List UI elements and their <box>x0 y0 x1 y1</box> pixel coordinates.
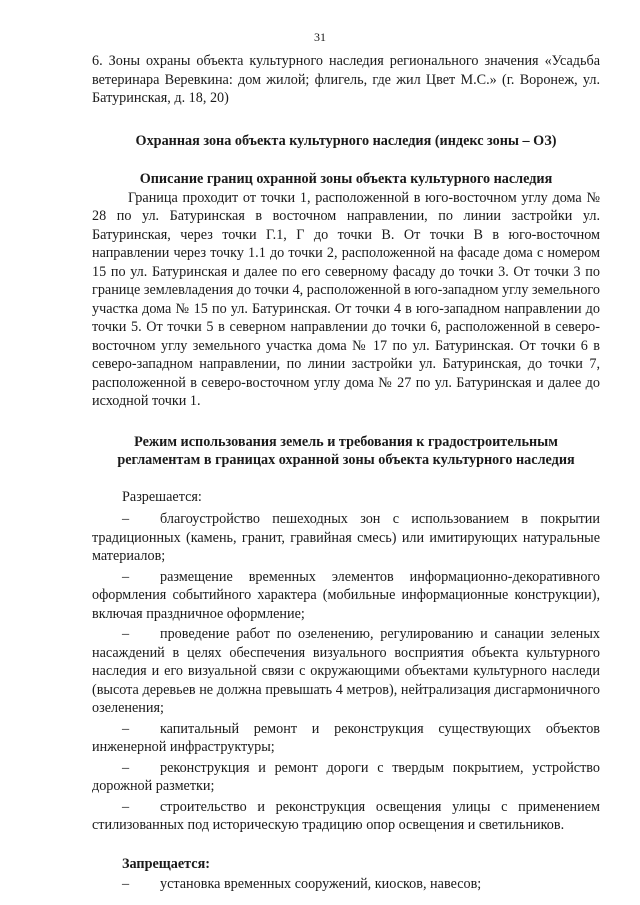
list-item-text: проведение работ по озеленению, регулированию и санации зеленых насаждений в целях обеспечения визуального восприятия объекта культурного наследия и его визуальной связи с окружающими объектами культурного наследи (высота деревьев не должна превышать 4 метров), нейтрализация дисгармоничного озеленения; <box>92 626 600 716</box>
boundary-description-heading: Описание границ охранной зоны объекта культурного наследия <box>139 171 553 187</box>
allowed-list <box>92 510 600 835</box>
list-item <box>92 875 600 894</box>
dash-bullet: – <box>122 511 130 527</box>
regime-heading: Режим использования земель и требования к градостроительным регламентам в границах охранной зоны объекта культурного наследия <box>117 433 575 468</box>
dash-bullet: – <box>122 626 130 642</box>
dash-bullet: – <box>122 798 130 815</box>
list-item <box>92 720 600 757</box>
dash-bullet: – <box>122 568 130 585</box>
list-item-text: установка временных сооружений, киосков, навесов; <box>160 876 482 892</box>
dash-bullet: – <box>122 720 130 737</box>
list-item-text: размещение временных элементов информационно-декоративного оформления событийного характера (мобильные информационные конструкции), включая праздничное оформление; <box>92 568 600 622</box>
page-number: 31 <box>314 30 326 44</box>
allowed-label: Разрешается: <box>122 488 202 505</box>
list-item <box>92 510 600 566</box>
boundary-description-text: Граница проходит от точки 1, расположенной в юго-восточном углу дома № 28 по ул. Батуринская в восточном направлении, по линии застройки ул. Батуринская, через точки Г.1, Г до точки В. От точки В в юго-восточном направлении через точку 1.1 до точки 2, расположенной на фасаде дома с номером 15 по ул. Батуринская и далее по его северному фасаду до точки 3. От точки 3 по границе землевладения до точки 4, расположенной в юго-западном углу земельного участка дома № 15 по ул. Батуринская. От точки 4 в юго-западном направлении до точки 5. От точки 5 в северном направлении до точки 6, расположенной в северо-восточном углу земельного участка дома № 17 по ул. Батуринская. От точки 6 в северо-западном направлении, по линии застройки ул. Батуринская, до точки 7, расположенной в северо-восточном углу дома № 27 по ул. Батуринская и далее до исходной точки 1. <box>92 189 600 409</box>
list-item <box>92 568 600 624</box>
forbidden-list <box>92 875 600 894</box>
list-item-text: благоустройство пешеходных зон с использованием в покрытии традиционных (камень, гранит, гравийная смесь) или имитирующих натуральные материалов; <box>92 511 600 564</box>
section-intro: 6. Зоны охраны объекта культурного наследия регионального значения «Усадьба ветеринара Веревкина: дом жилой; флигель, где жил Цвет М.С.» (г. Воронеж, ул. Батуринская, д. 18, 20) <box>92 53 600 106</box>
list-item <box>92 625 600 718</box>
list-item <box>92 798 600 835</box>
zone-heading: Охранная зона объекта культурного наследия (индекс зоны – ОЗ) <box>135 132 557 149</box>
list-item-text: реконструкция и ремонт дороги с твердым покрытием, устройство дорожной разметки; <box>92 759 600 794</box>
dash-bullet: – <box>122 759 130 776</box>
list-item <box>92 759 600 796</box>
list-item-text: строительство и реконструкция освещения улицы с применением стилизованных под историческую традицию опор освещения и светильников. <box>92 798 600 833</box>
forbidden-label: Запрещается: <box>122 855 210 872</box>
list-item-text: капитальный ремонт и реконструкция существующих объектов инженерной инфраструктуры; <box>92 720 600 755</box>
document-content <box>92 52 600 896</box>
dash-bullet: – <box>122 876 130 892</box>
